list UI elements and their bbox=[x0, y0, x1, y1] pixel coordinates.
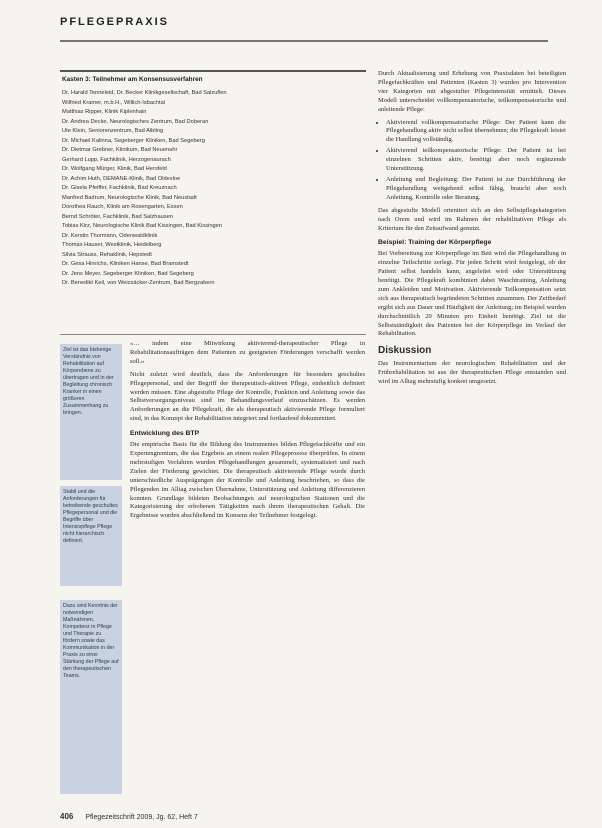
participant-item: Ute Klein, Seniorenzentrum, Bad Aibling bbox=[62, 128, 164, 134]
list-item: • Aktivierend vollkompensatorische Pflege: Der Patient kann die Pflegehandlung aktiv nicht selbst übernehmen; die Pflegekraft leistet die Handlung vollständig. bbox=[386, 119, 566, 146]
discussion-body: Das Instrumentarium der neurologischen Rehabilitation und der Frührehabilitation ist aus der therapeutischen Pflege entstanden und wird im Alltag mehrstufig konkret umgesetzt. bbox=[378, 360, 566, 386]
participant-item: Dr. Achim Huth, DEMANE-Klinik, Bad Oldesloe bbox=[62, 175, 181, 182]
participant-item: Dr. Kerstin Thormann, Odenwaldklinik bbox=[62, 232, 158, 239]
right-after: Das abgestufte Modell orientiert sich an den Selbstpflegekategorien nach Orem und wird im Rahmen der rehabilitativen Pflege als Kriterium für den Zeitaufwand genutzt. bbox=[378, 206, 566, 232]
participant-item: Bernd Schröter, Fachklinik, Bad Salzhausen bbox=[62, 213, 173, 220]
category-list bbox=[378, 119, 566, 203]
participant-item: Manfred Badrum, Neurologische Klinik, Bad Neustadt bbox=[62, 194, 197, 201]
left-column bbox=[130, 340, 365, 810]
participant-item: Dorothea Rauch, Klinik am Rosengarten, Essen bbox=[62, 204, 183, 210]
left-paragraph: Nicht zuletzt wird deutlich, dass die Anforderungen für besonders geschultes Pflegepersonal, und der Begriff der therapeutisch-aktiven Pflege, einheitlich definiert werden müssen. Eine abgestufte Pflege der Kontrolle, Funktion und Anleitung sowie das Selbstversorgungsniveau sind im Behandlungsverlauf einzuschätzen. Es werden Anforderungen an die Pflegekraft, die als therapeutisch aktivierende Pflege formuliert sind, in das Konzept der Rehabilitation integriert und fortlaufend dokumentiert. bbox=[130, 370, 365, 423]
participant-item: Tobias Kirz, Neurologische Klinik Bad Kissingen, Bad Kissingen bbox=[62, 223, 222, 229]
sidebar-note-2: Stabil und die Anforderungen für betreibende geschultes Pflegepersonal und die Begriffe über Intensivpflege Pflege nicht hierarchisch definiert. bbox=[60, 486, 122, 586]
example-body: Bei Vorbereitung zur Körperpflege im Bett wird die Pflegehandlung in einzelne Teilschritte zerlegt. Für jeden Schritt wird festgelegt, ob der Patient selbst handeln kann, angeleitet wird oder Unterstützung benötigt. Die Pflegekraft kombiniert dabei Waschtraining, Anleitung zum Ankleiden und Motivation. Aktivierende Teilkompensation setzt sich aus therapeutisch begründeten Schritten zusammen. Der Zeitbedarf ergibt sich aus Dauer und Häufigkeit der Anleitung; im Beispiel wurden durchschnittlich 20 Minuten pro Einheit benötigt. Ziel ist die Selbstständigkeit des Patienten bei der Körperpflege im Verlauf der Rehabilitation. bbox=[378, 250, 566, 338]
list-item: • Anleitung und Begleitung: Der Patient ist zur Durchführung der Pflegehandlung weitgehend selbst fähig, braucht aber noch Anleitung, Kontrolle oder Beratung. bbox=[386, 176, 566, 203]
discussion-heading: Diskussion bbox=[378, 345, 432, 357]
participant-item: Dr. Gesa Hinrichs, Kliniken Hanse, Bad Bramstedt bbox=[62, 261, 189, 267]
left-heading: Entwicklung des BTP bbox=[130, 430, 200, 438]
participant-item: Dr. Michael Kalinna, Segeberger Kliniken, Bad Segeberg bbox=[62, 137, 205, 144]
participant-item: Dr. Wolfgang Mürger, Klinik, Bad Hersfeld bbox=[62, 166, 167, 172]
participants-box bbox=[60, 70, 366, 335]
participant-item: Dr. Andrea Decke, Neurologisches Zentrum, Bad Doberan bbox=[62, 118, 209, 125]
left-body: Die empirische Basis für die Bildung des Instrumentes bilden Pflegefachkräfte und ein Expertengremium, die das Ergebnis an einem realen Pflegeprozess überprüfen. In einem mehrstufigen Verfahren wurden Pflegehandlungen gesammelt, systematisiert und nach Zielen der Förderung gewichtet. Die therapeutisch aktivierende Pflege wurde durch unterschiedliche Ausprägungen der Kontrolle und Anleitung beschrieben, so dass die Pflegenden im Alltag zwischen Übernahme, Unterstützung und Anleitung differenzieren konnten. Grundlage bildeten Beobachtungen auf neurologischen Stationen und die Kategorisierung der erhobenen Tätigkeiten nach ihrem therapeutischen Gehalt. Die Ergebnisse wurden abschließend im Konsens der Teilnehmer festgelegt. bbox=[130, 441, 365, 520]
header-rule bbox=[60, 40, 548, 42]
participant-item: Wilfried Kramer, m.b.H., Willich-Isbachtal bbox=[62, 99, 166, 106]
page-number: 406 bbox=[60, 812, 74, 821]
example-heading: Beispiel: Training der Körperpflege bbox=[378, 239, 492, 247]
participant-item: Matthias Ripper, Klinik Kiplenhain bbox=[62, 109, 147, 115]
right-intro: Durch Aktualisierung und Erhebung von Praxisdaten bei beteiligten Pflegefachkräften und Patienten (Kasten 3) wurden pro Intervention vier Kategorien mit abgestufter Pflegeintensität ermittelt. Dieses Modell unterscheidet vollkompensatorische, teilkompensatorische und anleitende Pflege: bbox=[378, 70, 566, 113]
page-header bbox=[0, 0, 602, 42]
box-title: Kasten 3: Teilnehmer am Konsensusverfahren bbox=[62, 76, 203, 83]
journal-citation: Pflegezeitschrift 2009, Jg. 62, Heft 7 bbox=[85, 814, 198, 821]
participant-item: Silvia Strauss, Rehaklinik, Hepstedt bbox=[62, 251, 152, 258]
participant-item: Thomas Hauser, Westklinik, Heidelberg bbox=[62, 242, 162, 248]
page-footer bbox=[60, 812, 198, 821]
section-title: PFLEGEPRAXIS bbox=[60, 16, 169, 28]
right-column bbox=[378, 70, 566, 810]
participant-item: Dr. Benedikt Keil, von Weizsäcker-Zentrum, Bad Bergzabern bbox=[62, 280, 215, 286]
participant-item: Dr. Gisela Pfeiffer, Fachklinik, Bad Kreuznach bbox=[62, 185, 177, 191]
left-paragraph: «… indem eine Mitwirkung aktivierend-therapeutischer Pflege in Rehabilitationsaufträgen dem Patienten zu geeigneten Förderungen verschafft werden soll.» bbox=[130, 340, 365, 365]
sidebar-note-1: Ziel ist das bisherige Verständnis von Rehabilitation auf Körperebene zu übertragen und in der Begleitung chronisch Kranker in einen größeren Zusammenhang zu bringen. bbox=[60, 344, 122, 480]
participant-item: Dr. Jens Meyer, Segeberger Kliniken, Bad Segeberg bbox=[62, 270, 194, 277]
participants-list bbox=[62, 89, 366, 289]
sidebar-note-3: Dazu sind Kenntnis der notwendigen Maßnahmen, Kompetenz in Pflege und Therapie zu fördern sowie das Kommunikation in der Praxis zu einer Stärkung der Pflege auf den therapeutischen Teams. bbox=[60, 600, 122, 794]
participant-item: Dr. Dietmar Grebner, Klinikum, Bad Neuenahr bbox=[62, 147, 178, 153]
participant-item: Gerhard Lupp, Fachklinik, Herzogenaurach bbox=[62, 156, 171, 163]
list-item: • Aktivierend teilkompensatorische Pflege: Der Patient ist bei einzelnen Schritten aktiv, benötigt aber noch ergänzende Unterstützung. bbox=[386, 147, 566, 174]
participant-item: Dr. Harald Tenneleid, Dr. Becker Klinikgesellschaft, Bad Salzuflen bbox=[62, 90, 227, 96]
